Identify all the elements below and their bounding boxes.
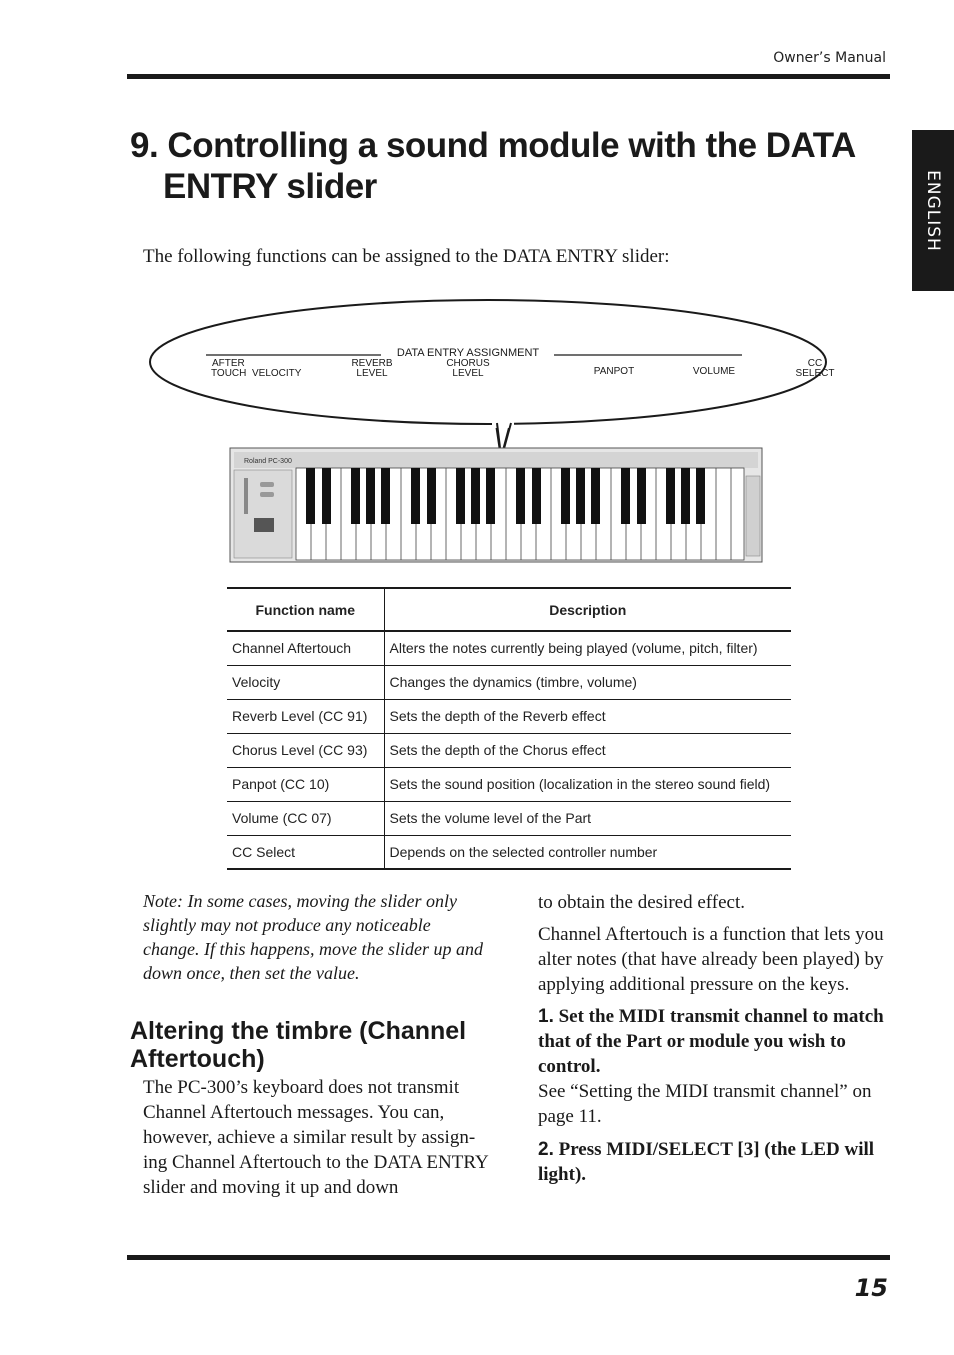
table-row: [227, 665, 791, 699]
table-row: [227, 699, 791, 733]
note-text: Note: In some cases, moving the slider only slightly may not produce any noticeable change. If this happens, move the slider up and down once, then set the value.: [143, 891, 483, 983]
function-name-cell: Volume (CC 07): [227, 801, 384, 835]
step-2-text: Press MIDI/SELECT [3] (the LED will light).: [538, 1139, 875, 1185]
column-header-function-name: Function name: [227, 588, 384, 631]
step-1-detail: See “Setting the MIDI transmit channel” on page 11.: [538, 1081, 872, 1127]
description-cell: Changes the dynamics (timbre, volume): [384, 665, 791, 699]
top-rule: [127, 74, 890, 79]
step-2-number: 2.: [538, 1139, 554, 1160]
table-row: [227, 631, 791, 665]
label-chorus-1: CHORUS: [446, 358, 490, 369]
description-cell: Sets the depth of the Chorus effect: [384, 733, 791, 767]
label-velocity: VELOCITY: [252, 368, 302, 379]
data-entry-diagram: [148, 296, 835, 566]
table-row: [227, 733, 791, 767]
label-cc-1: CC: [807, 358, 823, 369]
table-row: [227, 835, 791, 869]
description-cell: Sets the sound position (localization in the stereo sound field): [384, 767, 791, 801]
step-2: [538, 1137, 890, 1187]
label-panpot: PANPOT: [593, 366, 635, 377]
function-name-cell: CC Select: [227, 835, 384, 869]
function-name-cell: Channel Aftertouch: [227, 631, 384, 665]
bottom-rule: [127, 1255, 890, 1260]
table-row: [227, 767, 791, 801]
page-title-line1: 9. Controlling a sound module with the DATA: [130, 126, 856, 165]
function-table: [227, 587, 791, 870]
step-1: [538, 1004, 890, 1079]
section-heading: Altering the timbre (Channel Aftertouch): [130, 1017, 467, 1073]
function-name-cell: Reverb Level (CC 91): [227, 699, 384, 733]
section-paragraph-2: to obtain the desired effect.: [538, 892, 745, 913]
table-header-row: [227, 588, 791, 631]
label-aftertouch-1: AFTER: [212, 358, 245, 369]
label-chorus-2: LEVEL: [452, 368, 484, 379]
keyboard-illustration: [230, 448, 762, 562]
language-tab: [912, 130, 954, 291]
label-reverb-2: LEVEL: [356, 368, 388, 379]
function-name-cell: Velocity: [227, 665, 384, 699]
description-cell: Sets the volume level of the Part: [384, 801, 791, 835]
label-reverb-1: REVERB: [351, 358, 393, 369]
running-header: Owner’s Manual: [773, 50, 886, 66]
description-cell: Alters the notes currently being played (volume, pitch, filter): [384, 631, 791, 665]
label-aftertouch-2: TOUCH: [211, 368, 247, 379]
page-title: [130, 125, 870, 207]
step-1-number: 1.: [538, 1006, 554, 1027]
page-number: 15: [854, 1274, 888, 1302]
description-cell: Sets the depth of the Reverb effect: [384, 699, 791, 733]
language-tab-label: ENGLISH: [923, 169, 943, 252]
assignment-label: DATA ENTRY ASSIGNMENT: [396, 347, 540, 359]
function-name-cell: Panpot (CC 10): [227, 767, 384, 801]
function-name-cell: Chorus Level (CC 93): [227, 733, 384, 767]
keyboard-brand-label: Roland PC-300: [244, 458, 292, 465]
intro-text: The following functions can be assigned to the DATA ENTRY slider:: [143, 246, 670, 267]
description-cell: Depends on the selected controller number: [384, 835, 791, 869]
label-volume: VOLUME: [692, 366, 736, 377]
label-cc-2: SELECT: [795, 368, 835, 379]
column-header-description: Description: [384, 588, 791, 631]
section-paragraph-1: The PC-300’s keyboard does not transmit Channel Aftertouch messages. You can, however, achieve a similar result by assign-ing Channel Aftertouch to the DATA ENTRY slider and moving it up and down: [143, 1077, 489, 1198]
section-paragraph-3: Channel Aftertouch is a function that lets you alter notes (that have already been played) by applying additional pressure on the keys.: [538, 924, 884, 995]
right-column: [538, 890, 890, 1187]
table-row: [227, 801, 791, 835]
page-title-line2: ENTRY slider: [163, 167, 377, 206]
step-1-text: Set the MIDI transmit channel to match that of the Part or module you wish to control.: [538, 1006, 884, 1077]
